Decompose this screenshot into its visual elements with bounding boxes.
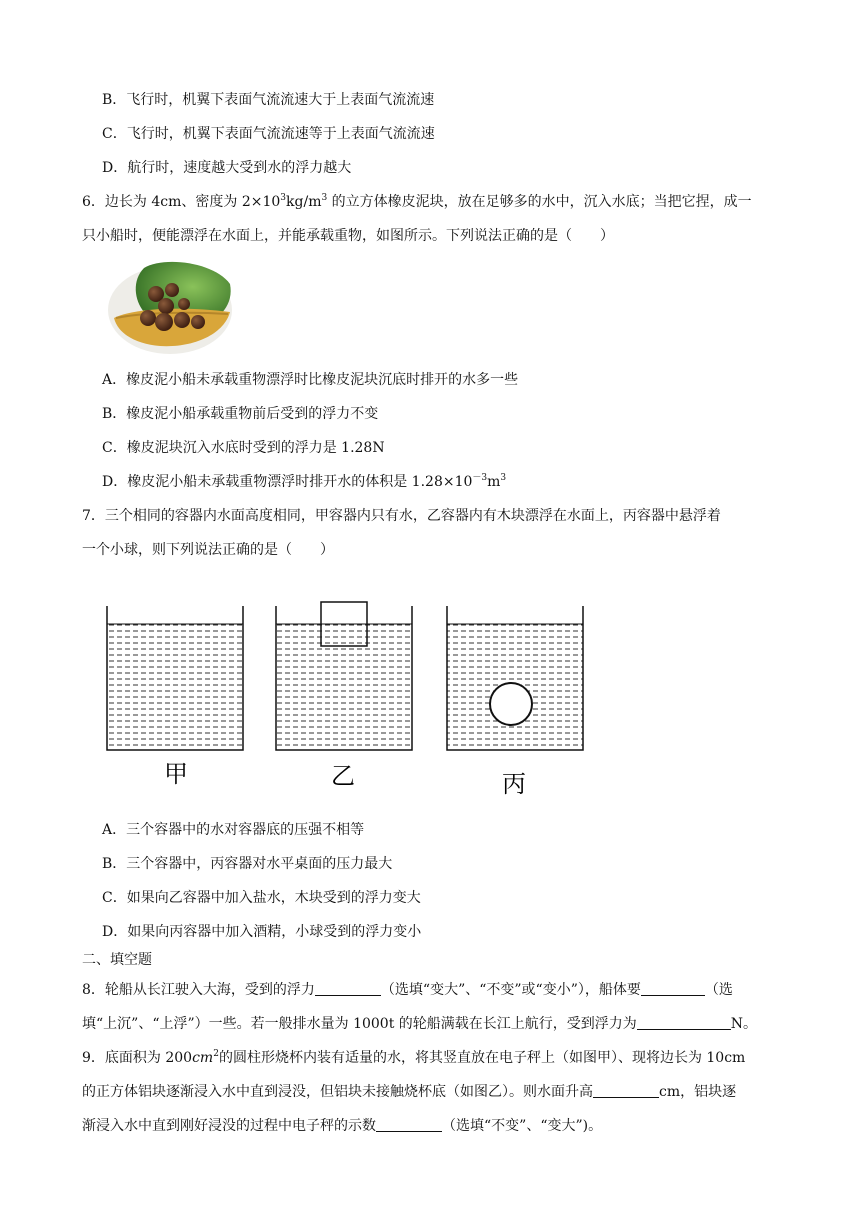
q7-option-a: A．三个容器中的水对容器底的压强不相等 — [102, 822, 365, 838]
answer-blank[interactable] — [637, 1015, 731, 1030]
q8-line1: 8．轮船从长江驶入大海，受到的浮力 （选填“变大”、“不变”或“变小”），船体要 （选 — [82, 982, 733, 998]
q7-stem-line2: 一个小球，则下列说法正确的是（ ） — [82, 542, 334, 558]
q7-option-d: D．如果向丙容器中加入酒精，小球受到的浮力变小 — [102, 924, 422, 940]
answer-blank[interactable] — [376, 1117, 442, 1132]
label-yi: 乙 — [331, 762, 355, 790]
container-yi — [276, 602, 412, 750]
label-bing: 丙 — [502, 770, 526, 798]
q6-stem-line2: 只小船时，便能漂浮在水面上，并能承载重物，如图所示。下列说法正确的是（ ） — [82, 228, 614, 244]
container-jia — [107, 606, 243, 750]
q6-option-b: B．橡皮泥小船承载重物前后受到的浮力不变 — [102, 406, 379, 422]
q6-option-c: C．橡皮泥块沉入水底时受到的浮力是 1.28N — [102, 440, 385, 456]
label-jia: 甲 — [164, 760, 188, 788]
q6-option-d: D．橡皮泥小船未承载重物漂浮时排开水的体积是 $1.28\times 10^{-3}m^3$ — [102, 473, 507, 490]
section-title: 二、填空题 — [82, 952, 152, 968]
answer-blank[interactable] — [315, 981, 381, 996]
q5-option-c: C．飞行时，机翼下表面气流流速等于上表面气流流速 — [102, 126, 435, 142]
q6-stem-line1: 6．边长为 4cm、密度为 $2\times 10^3kg/m^3$ 的立方体橡皮泥块，放在足够多的水中，沉入水底；当把它捏，成一 — [82, 193, 752, 210]
q6-option-a: A．橡皮泥小船未承载重物漂浮时比橡皮泥块沉底时排开的水多一些 — [102, 372, 519, 388]
q7-option-b: B．三个容器中，丙容器对水平桌面的压力最大 — [102, 856, 393, 872]
answer-blank[interactable] — [593, 1083, 659, 1098]
container-bing — [447, 606, 583, 750]
q5-option-d: D．航行时，速度越大受到水的浮力越大 — [102, 160, 352, 176]
q7-option-c: C．如果向乙容器中加入盐水，木块受到的浮力变大 — [102, 890, 421, 906]
q7-stem-line1: 7．三个相同的容器内水面高度相同，甲容器内只有水，乙容器内有木块漂浮在水面上，丙容器中悬浮着 — [82, 508, 721, 524]
three-containers-figure — [100, 598, 592, 802]
q9-line2: 的正方体铝块逐渐浸入水中直到浸没，但铝块未接触烧杯底（如图乙）。则水面升高 cm，铝块逐 — [82, 1084, 737, 1100]
clay-boat-figure — [104, 254, 238, 358]
q8-line2: 填“上沉”、“上浮”）一些。若一般排水量为 1000t 的轮船满载在长江上航行，受到浮力为 N。 — [82, 1016, 758, 1032]
q9-line3: 渐浸入水中直到刚好浸没的过程中电子秤的示数 （选填“不变”、“变大”)。 — [82, 1118, 603, 1134]
answer-blank[interactable] — [641, 981, 705, 996]
q9-line1: 9．底面积为 $200cm^2$的圆柱形烧杯内装有适量的水，将其竖直放在电子秤上（如图甲）、现将边长为 10cm — [82, 1049, 746, 1066]
q5-option-b: B．飞行时，机翼下表面气流流速大于上表面气流流速 — [102, 92, 435, 108]
suspended-ball — [490, 683, 532, 725]
